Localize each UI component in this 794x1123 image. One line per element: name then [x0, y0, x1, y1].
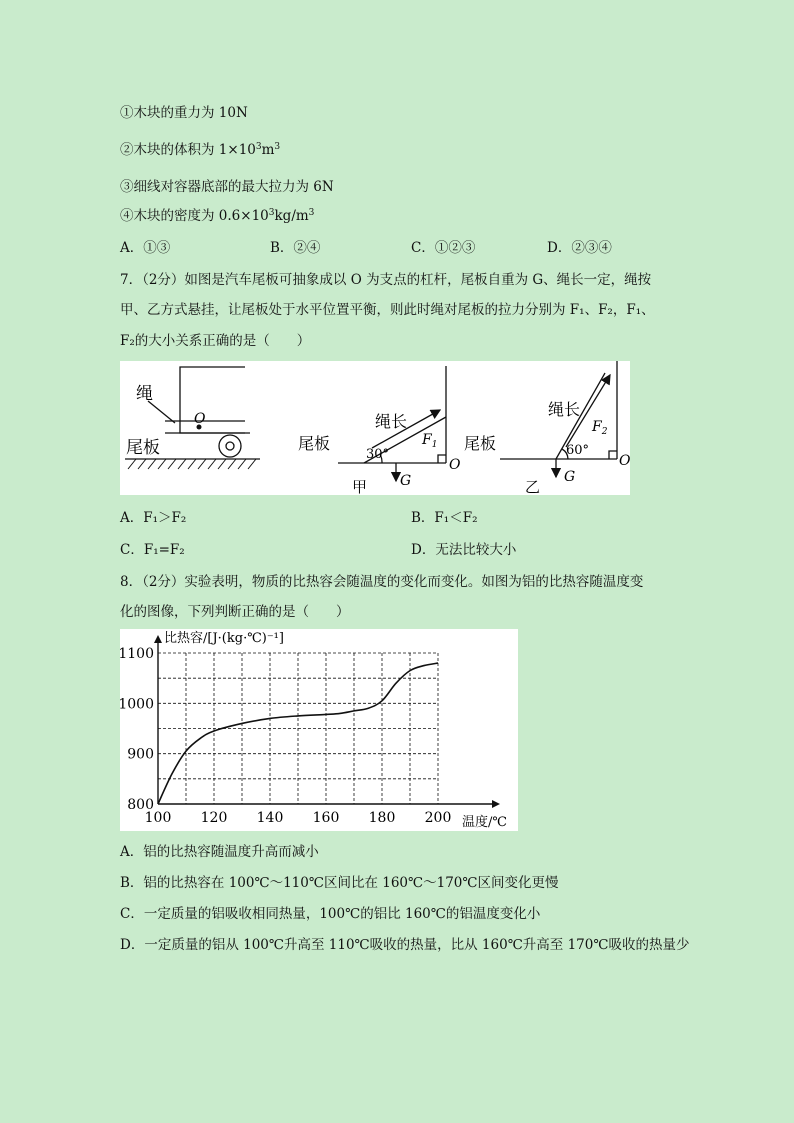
q8-option-c[interactable]: C．一定质量的铝吸收相同热量，100℃的铝比 160℃的铝温度变化小 — [120, 906, 541, 922]
q6-statement-4: ④木块的密度为 $0.6\times 10^3kg/m^3$ — [120, 208, 315, 224]
q8-stem-line-2: 化的图像，下列判断正确的是（ ） — [120, 604, 350, 620]
q6-statement-2: ②木块的体积为 $1\times 10^3m^3$ — [120, 142, 281, 158]
tailboard-label: 尾板 — [126, 438, 160, 458]
weight-label-jia: G — [400, 473, 412, 489]
x-axis-arrow — [492, 800, 500, 808]
x-tick-label: 160 — [312, 810, 340, 826]
q6-statement-3: ③细线对容器底部的最大拉力为 6N — [120, 179, 334, 195]
y-tick-label: 900 — [127, 746, 154, 763]
x-tick-label: 100 — [144, 810, 172, 826]
q7-stem-line-2: 甲、乙方式悬挂，让尾板处于水平位置平衡，则此时绳对尾板的拉力分别为 F₁、F₂，F₁、 — [120, 302, 655, 318]
force-f2-label: $F_2$ — [592, 419, 608, 437]
tailboard-label-jia: 尾板 — [298, 434, 331, 453]
x-tick-label: 180 — [368, 810, 396, 826]
force-f1-label: $F_1$ — [422, 432, 438, 450]
ground-hatch — [128, 459, 256, 469]
q6-option-c[interactable]: C．①②③ — [411, 240, 476, 256]
y-tick-label: 1100 — [120, 646, 154, 662]
y-tick-label: 800 — [127, 797, 154, 813]
q7-stem-line-3: F₂的大小关系正确的是（ ） — [120, 333, 311, 349]
tailboard-label-yi: 尾板 — [464, 434, 497, 453]
q6-option-b[interactable]: B．②④ — [270, 240, 321, 256]
label-yi: 乙 — [525, 478, 541, 495]
pivot-label: O — [194, 411, 206, 427]
angle-60-label: 60° — [566, 443, 590, 458]
y-tick-label: 1000 — [120, 696, 154, 713]
q8-option-a[interactable]: A．铝的比热容随温度升高而减小 — [120, 844, 319, 860]
chart-axes — [154, 635, 500, 808]
rope-label: 绳 — [136, 384, 153, 404]
weight-label-yi: G — [564, 469, 576, 485]
rope-length-label-jia: 绳长 — [375, 412, 408, 431]
chart-grid — [158, 653, 438, 804]
q6-option-a[interactable]: A．①③ — [120, 240, 171, 256]
rope-length-label-yi: 绳长 — [548, 400, 581, 419]
chart-ylabel: 比热容/[J·(kg·℃)⁻¹] — [164, 631, 284, 646]
pivot-label-yi: O — [619, 453, 630, 469]
y-axis-arrow — [154, 635, 162, 643]
x-tick-label: 200 — [424, 810, 452, 826]
q8-option-d[interactable]: D．一定质量的铝从 100℃升高至 110℃吸收的热量，比从 160℃升高至 170℃吸收的热量少 — [120, 937, 690, 953]
q7-option-c[interactable]: C．F₁=F₂ — [120, 542, 185, 558]
chart-ticks — [120, 646, 451, 826]
q7-lever-figure — [120, 361, 630, 495]
q8-option-b[interactable]: B．铝的比热容在 100℃～110℃区间比在 160℃～170℃区间变化更慢 — [120, 875, 559, 891]
x-tick-label: 140 — [256, 810, 284, 826]
q7-lever-diagram — [120, 361, 630, 495]
pivot-label-jia: O — [449, 457, 461, 473]
specific-heat-chart — [120, 629, 518, 831]
q7-stem-line-1: 7．（2分）如图是汽车尾板可抽象成以 O 为支点的杠杆，尾板自重为 G、绳长一定，绳按 — [120, 272, 652, 288]
chart-xlabel: 温度/℃ — [462, 815, 507, 830]
q6-option-d[interactable]: D．②③④ — [547, 240, 612, 256]
q7-option-a[interactable]: A．F₁＞F₂ — [120, 510, 187, 526]
q7-option-d[interactable]: D．无法比较大小 — [411, 542, 517, 558]
q7-option-b[interactable]: B．F₁＜F₂ — [411, 510, 478, 526]
q6-statement-1: ①木块的重力为 10N — [120, 105, 248, 121]
x-tick-label: 120 — [200, 810, 228, 826]
q8-stem-line-1: 8．（2分）实验表明，物质的比热容会随温度的变化而变化。如图为铝的比热容随温度变 — [120, 574, 644, 590]
label-jia: 甲 — [352, 478, 368, 495]
specific-heat-chart-svg — [120, 629, 518, 831]
angle-30-label: 30° — [366, 447, 390, 462]
